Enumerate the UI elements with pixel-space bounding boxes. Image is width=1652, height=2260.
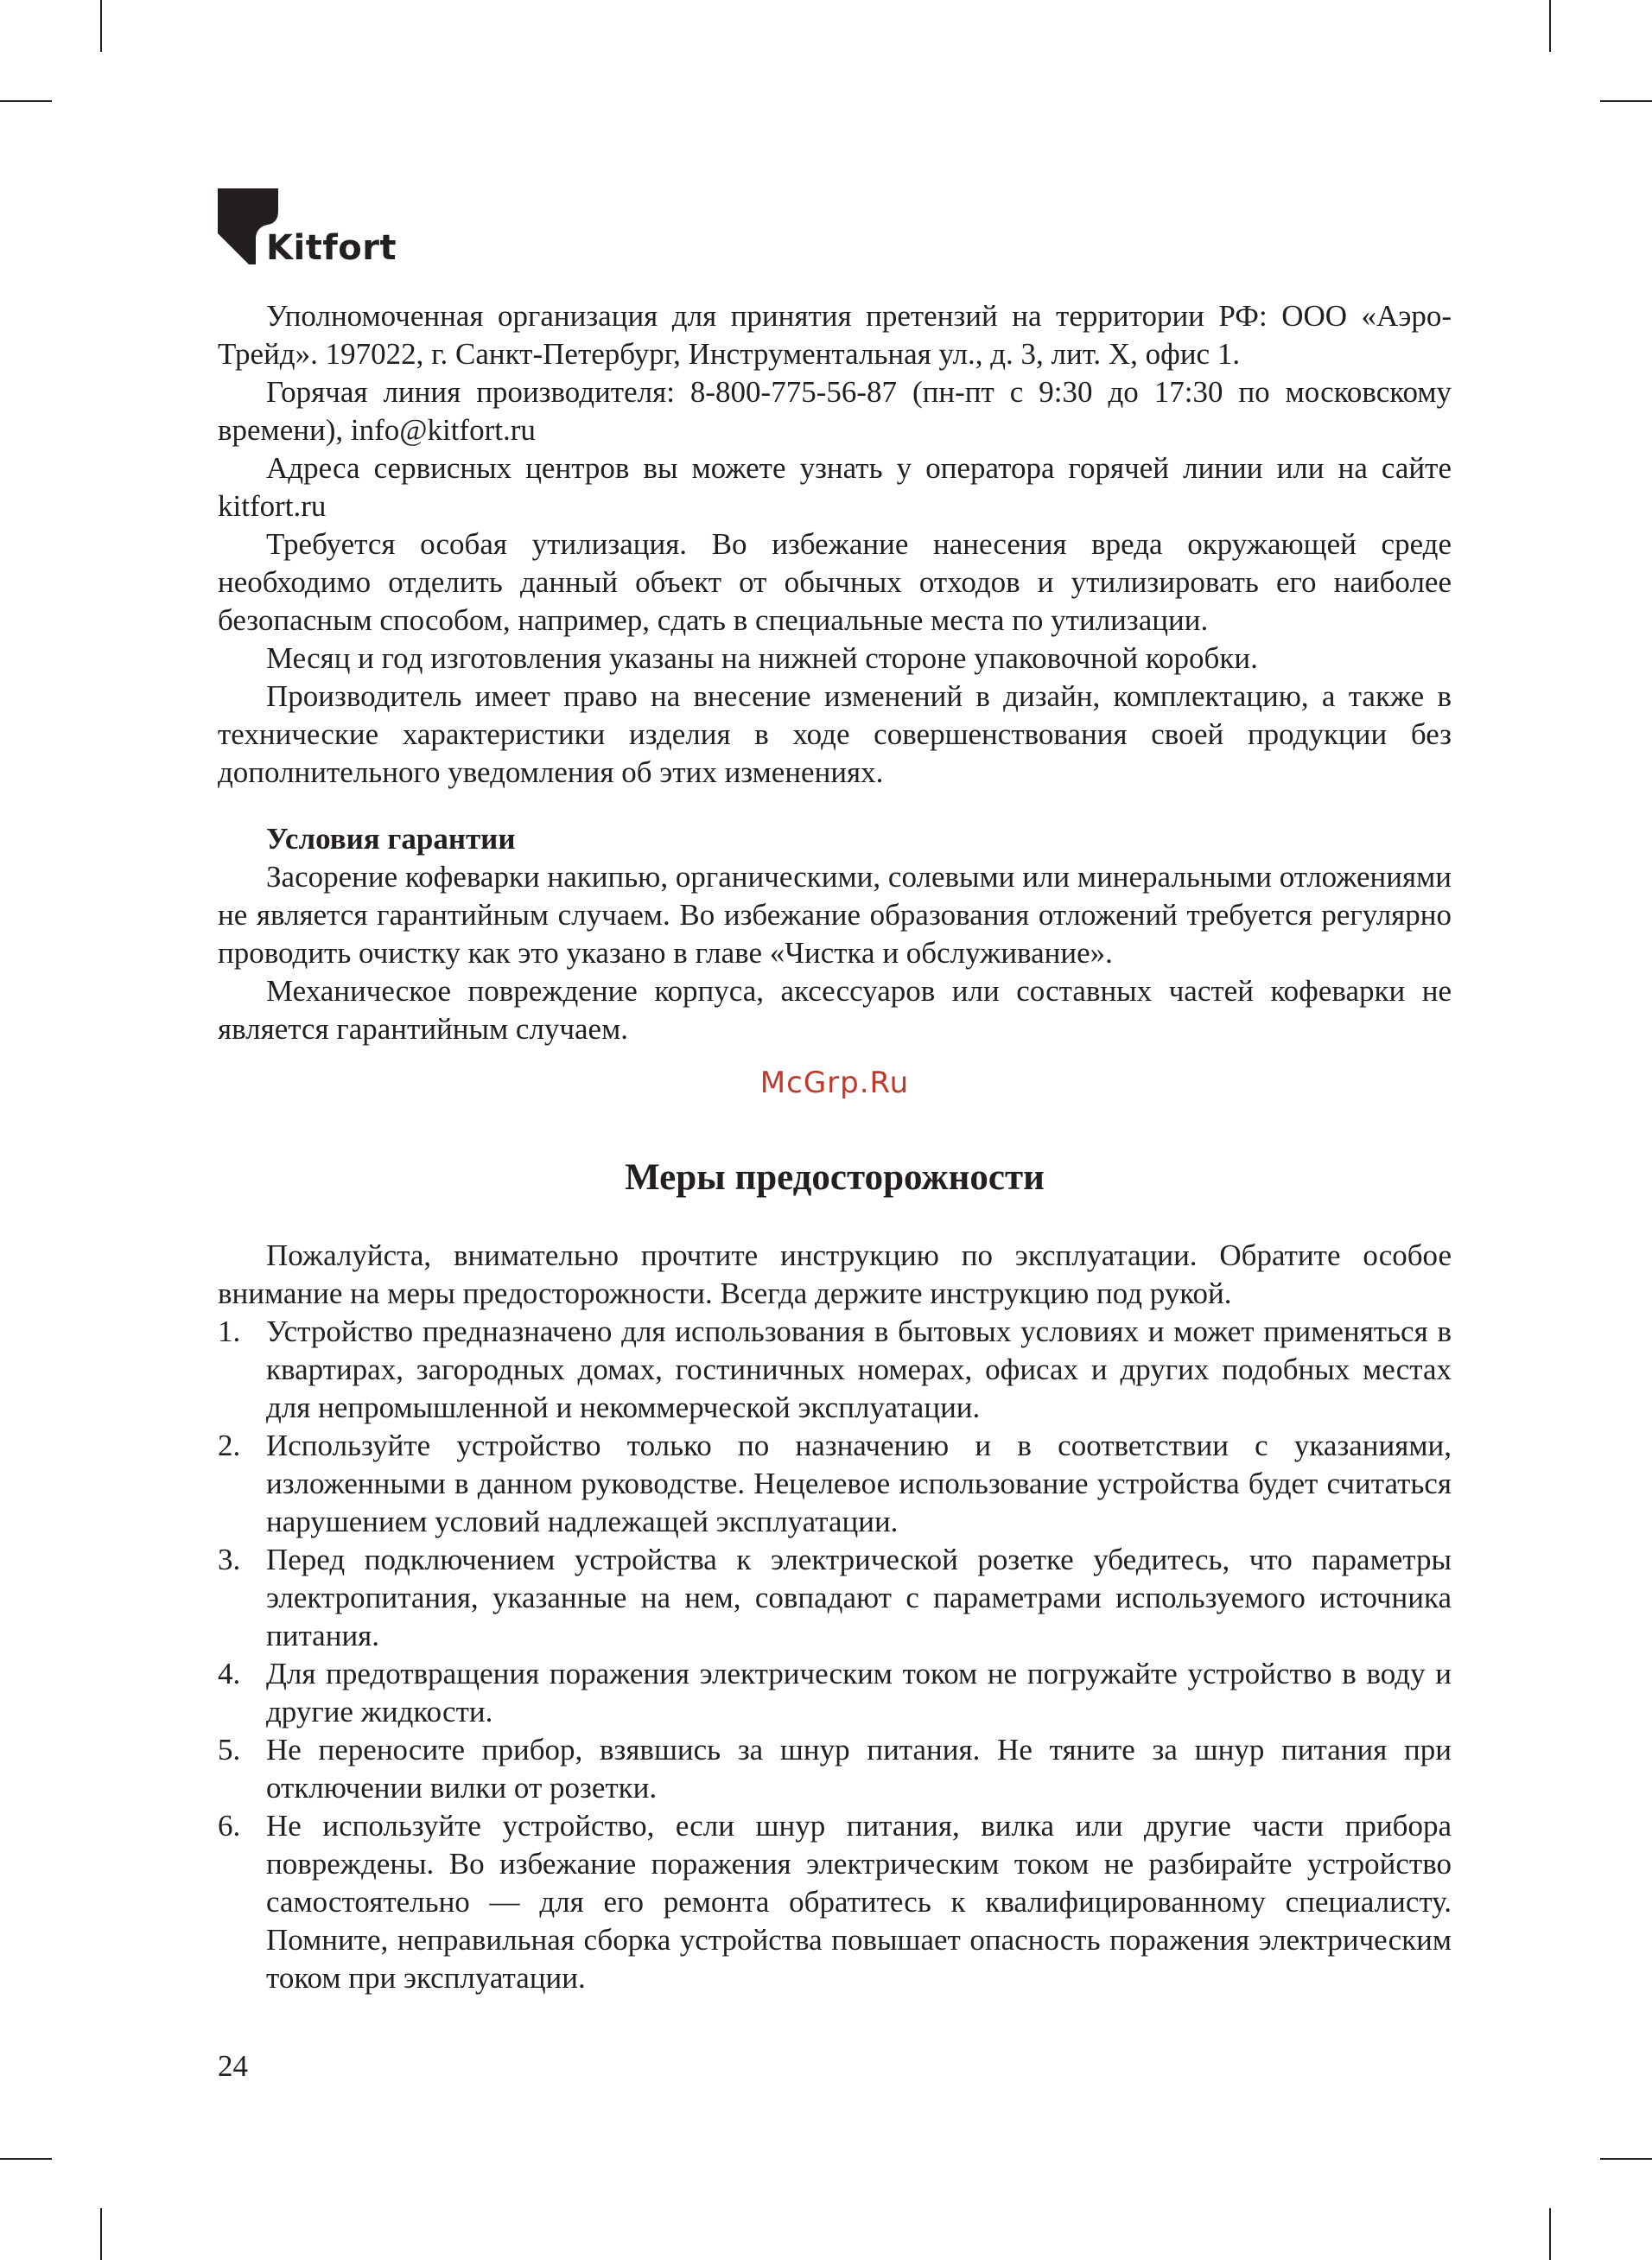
page-content: [218, 297, 1452, 1997]
list-number: 5.: [218, 1733, 241, 1767]
list-text: Устройство предназначено для использования в бытовых условиях и может применяться в квартирах, загородных домах, гостиничных номерах, офисах и других подобных местах для непромышленной и некоммерческой эксплуатации.: [266, 1315, 1452, 1424]
list-text: Не используйте устройство, если шнур питания, вилка или другие части прибора повреждены. Во избежание поражения электрическим током не разбирайте устройство самостоятельно — для его ремонта обратитесь к квалифицированному специалисту. Помните, неправильная сборка устройства повышает опасность поражения электрическим током при эксплуатации.: [266, 1809, 1452, 1995]
crop-mark: [0, 100, 52, 102]
list-number: 1.: [218, 1315, 241, 1348]
section-title: Меры предосторожности: [625, 1157, 1045, 1198]
list-item: [218, 1541, 1452, 1655]
crop-mark: [100, 0, 102, 52]
crop-mark: [100, 2208, 102, 2260]
crop-mark: [1549, 0, 1551, 52]
paragraph: Горячая линия производителя: 8-800-775-56-87 (пн-пт с 9:30 до 17:30 по московскому времени), info@kitfort.ru: [218, 375, 1452, 447]
list-number: 3.: [218, 1543, 241, 1576]
paragraph: Пожалуйста, внимательно прочтите инструкцию по эксплуатации. Обратите особое внимание на меры предосторожности. Всегда держите инструкцию под рукой.: [218, 1238, 1452, 1310]
crop-mark: [0, 2158, 52, 2160]
list-item: [218, 1427, 1452, 1541]
brand-name: Kitfort: [266, 228, 397, 268]
paragraph: Требуется особая утилизация. Во избежание нанесения вреда окружающей среде необходимо отделить данный объект от обычных отходов и утилизировать его наиболее безопасным способом, например, сдать в специальные места по утилизации.: [218, 527, 1452, 637]
crop-mark: [1600, 100, 1652, 102]
watermark-link[interactable]: McGrp.Ru: [759, 1066, 910, 1100]
warranty-heading: Условия гарантии: [266, 822, 516, 856]
list-item: [218, 1807, 1452, 1997]
paragraph: Адреса сервисных центров вы можете узнать у оператора горячей линии или на сайте kitfort.ru: [218, 451, 1452, 523]
list-text: Используйте устройство только по назначению и в соответствии с указаниями, изложенными в данном руководстве. Нецелевое использование устройства будет считаться нарушением условий надлежащей эксплуатации.: [266, 1429, 1452, 1538]
list-number: 4.: [218, 1657, 241, 1690]
list-item: [218, 1655, 1452, 1731]
safety-list: [218, 1313, 1452, 1997]
paragraph: Производитель имеет право на внесение изменений в дизайн, комплектацию, а также в технические характеристики изделия в ходе совершенствования своей продукции без дополнительного уведомления об этих изменениях.: [218, 679, 1452, 789]
list-text: Для предотвращения поражения электрическим током не погружайте устройство в воду и другие жидкости.: [266, 1657, 1452, 1728]
list-item: [218, 1313, 1452, 1427]
list-text: Перед подключением устройства к электрической розетке убедитесь, что параметры электропитания, указанные на нем, совпадают с параметрами используемого источника питания.: [266, 1543, 1452, 1652]
paragraph: Уполномоченная организация для принятия претензий на территории РФ: ООО «Аэро-Трейд». 197022, г. Санкт-Петербург, Инструментальная ул., д. 3, лит. Х, офис 1.: [218, 299, 1452, 371]
crop-mark: [1600, 2158, 1652, 2160]
page-number: 24: [218, 2049, 248, 2083]
paragraph: Месяц и год изготовления указаны на нижней стороне упаковочной коробки.: [266, 641, 1258, 675]
list-text: Не переносите прибор, взявшись за шнур питания. Не тяните за шнур питания при отключении вилки от розетки.: [266, 1733, 1452, 1805]
list-item: [218, 1731, 1452, 1807]
crop-mark: [1549, 2208, 1551, 2260]
paragraph: Механическое повреждение корпуса, аксессуаров или составных частей кофеварки не является гарантийным случаем.: [218, 974, 1452, 1046]
list-number: 6.: [218, 1809, 241, 1843]
paragraph: Засорение кофеварки накипью, органическими, солевыми или минеральными отложениями не является гарантийным случаем. Во избежание образования отложений требуется регулярно проводить очистку как это указано в главе «Чистка и обслуживание».: [218, 860, 1452, 970]
list-number: 2.: [218, 1429, 241, 1462]
